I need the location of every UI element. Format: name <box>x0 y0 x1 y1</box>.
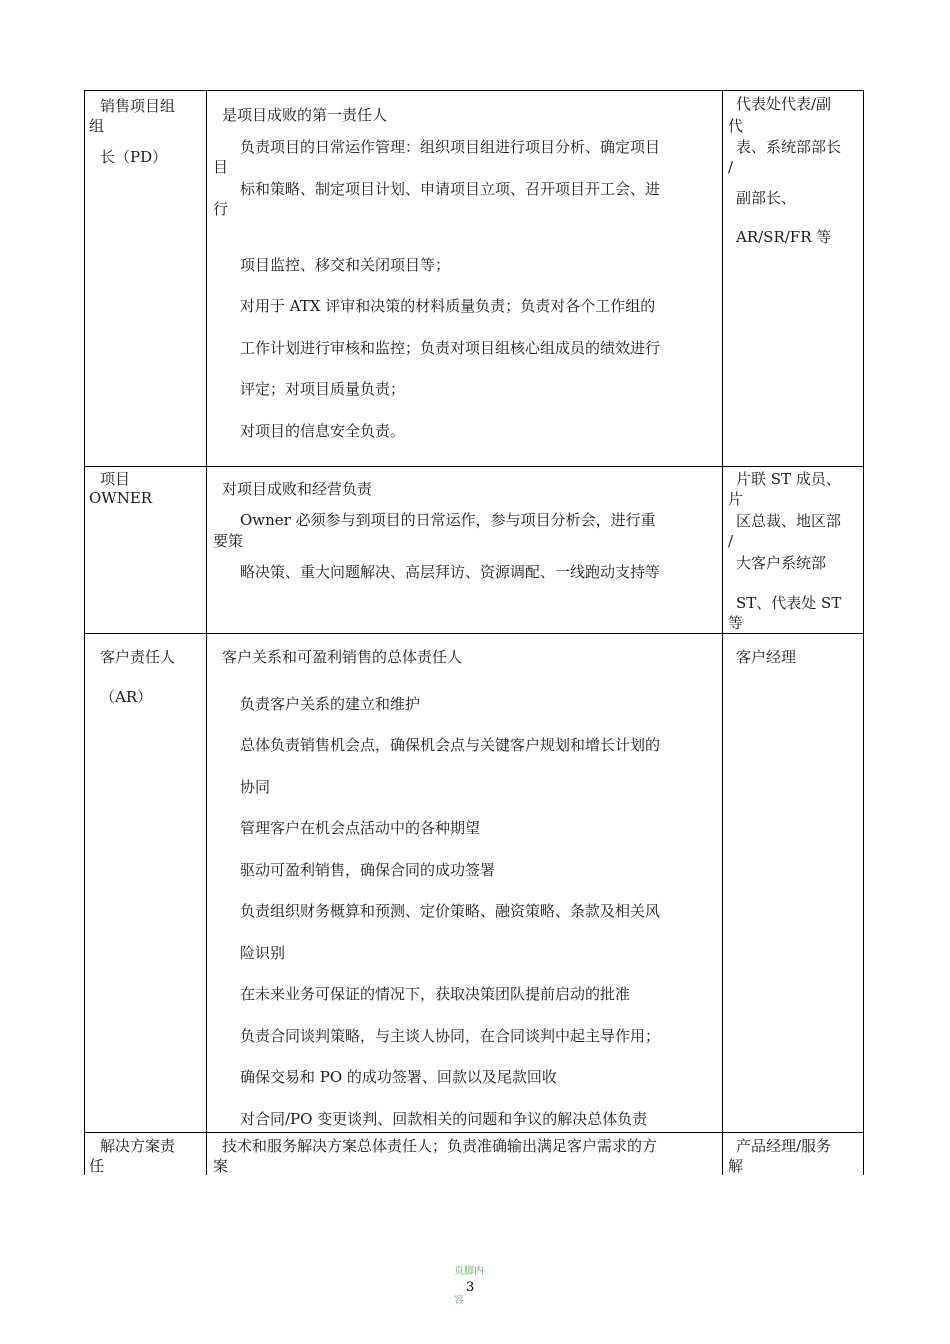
duty-line: 行 <box>213 200 229 218</box>
row-divider <box>84 1132 864 1133</box>
duty-line: 对项目成败和经营负责 <box>222 480 373 498</box>
duty-line: 负责项目的日常运作管理：组织项目组进行项目分析、确定项目 <box>240 138 661 156</box>
footer-label: 容 <box>454 1295 464 1306</box>
duty-line: 略决策、重大问题解决、高层拜访、资源调配、一线跑动支持等 <box>240 563 661 581</box>
duty-line: 案 <box>213 1157 229 1175</box>
table-border-right <box>863 90 864 1175</box>
holder-line: 片 <box>728 490 744 508</box>
holder-line: ST、代表处 ST <box>736 594 842 612</box>
holder-line: 代 <box>728 117 744 135</box>
holder-line: 解 <box>728 1157 744 1175</box>
role-cell-line: 组 <box>89 117 105 135</box>
holder-line: 副部长、 <box>736 189 797 207</box>
page-number: 3 <box>466 1280 475 1295</box>
duty-line: 驱动可盈利销售，确保合同的成功签署 <box>240 861 496 879</box>
duty-line: 对项目的信息安全负责。 <box>240 422 406 440</box>
column-divider <box>206 90 207 1175</box>
duty-line: 目 <box>213 158 229 176</box>
holder-line: 客户经理 <box>736 648 797 666</box>
duty-line: 负责客户关系的建立和维护 <box>240 695 421 713</box>
duty-line: 协同 <box>240 778 271 796</box>
column-divider <box>722 90 723 1175</box>
role-cell-line: 项目 <box>100 470 131 488</box>
duty-line: 在未来业务可保证的情况下，获取决策团队提前启动的批准 <box>240 985 631 1003</box>
duty-line: 标和策略、制定项目计划、申请项目立项、召开项目开工会、进 <box>240 180 661 198</box>
duty-line: 总体负责销售机会点，确保机会点与关键客户规划和增长计划的 <box>240 736 661 754</box>
duty-line: 负责合同谈判策略，与主谈人协同，在合同谈判中起主导作用； <box>240 1027 661 1045</box>
duty-line: 险识别 <box>240 944 286 962</box>
holder-line: 产品经理/服务 <box>736 1137 832 1155</box>
role-cell-line: 销售项目组 <box>100 97 176 115</box>
holder-line: 表、系统部部长 <box>736 138 842 156</box>
duty-line: 管理客户在机会点活动中的各种期望 <box>240 819 481 837</box>
holder-line: / <box>728 158 734 176</box>
role-cell-line: 长（PD） <box>100 148 168 166</box>
holder-line: 大客户系统部 <box>736 554 827 572</box>
table-border-top <box>84 90 864 91</box>
holder-line: 区总裁、地区部 <box>736 512 842 530</box>
duty-line: 对合同/PO 变更谈判、回款相关的问题和争议的解决总体负责 <box>240 1110 648 1128</box>
duty-line: 工作计划进行审核和监控；负责对项目组核心组成员的绩效进行 <box>240 339 661 357</box>
role-cell-line: （AR） <box>100 688 153 706</box>
duty-line: 负责组织财务概算和预测、定价策略、融资策略、条款及相关风 <box>240 902 661 920</box>
duty-line: 确保交易和 PO 的成功签署、回款以及尾款回收 <box>240 1068 557 1086</box>
duty-line: 对用于 ATX 评审和决策的材料质量负责；负责对各个工作组的 <box>240 297 656 315</box>
holder-line: / <box>728 532 734 550</box>
role-cell-line: 任 <box>89 1157 105 1175</box>
holder-line: 等 <box>728 614 744 632</box>
row-divider <box>84 466 864 467</box>
duty-line: Owner 必须参与到项目的日常运作，参与项目分析会，进行重 <box>240 511 656 529</box>
duty-line: 评定；对项目质量负责； <box>240 380 406 398</box>
duty-line: 技术和服务解决方案总体责任人；负责准确输出满足客户需求的方 <box>222 1137 658 1155</box>
row-divider <box>84 633 864 634</box>
role-cell-line: 客户责任人 <box>100 648 176 666</box>
holder-line: AR/SR/FR 等 <box>736 228 832 246</box>
duty-line: 客户关系和可盈利销售的总体责任人 <box>222 648 463 666</box>
footer-label: 页脚内 <box>454 1266 484 1277</box>
role-cell-line: 解决方案责 <box>100 1137 176 1155</box>
duty-line: 是项目成败的第一责任人 <box>222 106 388 124</box>
holder-line: 片联 ST 成员、 <box>736 470 841 488</box>
role-cell-line: OWNER <box>89 489 153 507</box>
table-border-left <box>84 90 85 1175</box>
holder-line: 代表处代表/副 <box>736 95 832 113</box>
duty-line: 要策 <box>213 532 244 550</box>
duty-line: 项目监控、移交和关闭项目等； <box>240 256 451 274</box>
